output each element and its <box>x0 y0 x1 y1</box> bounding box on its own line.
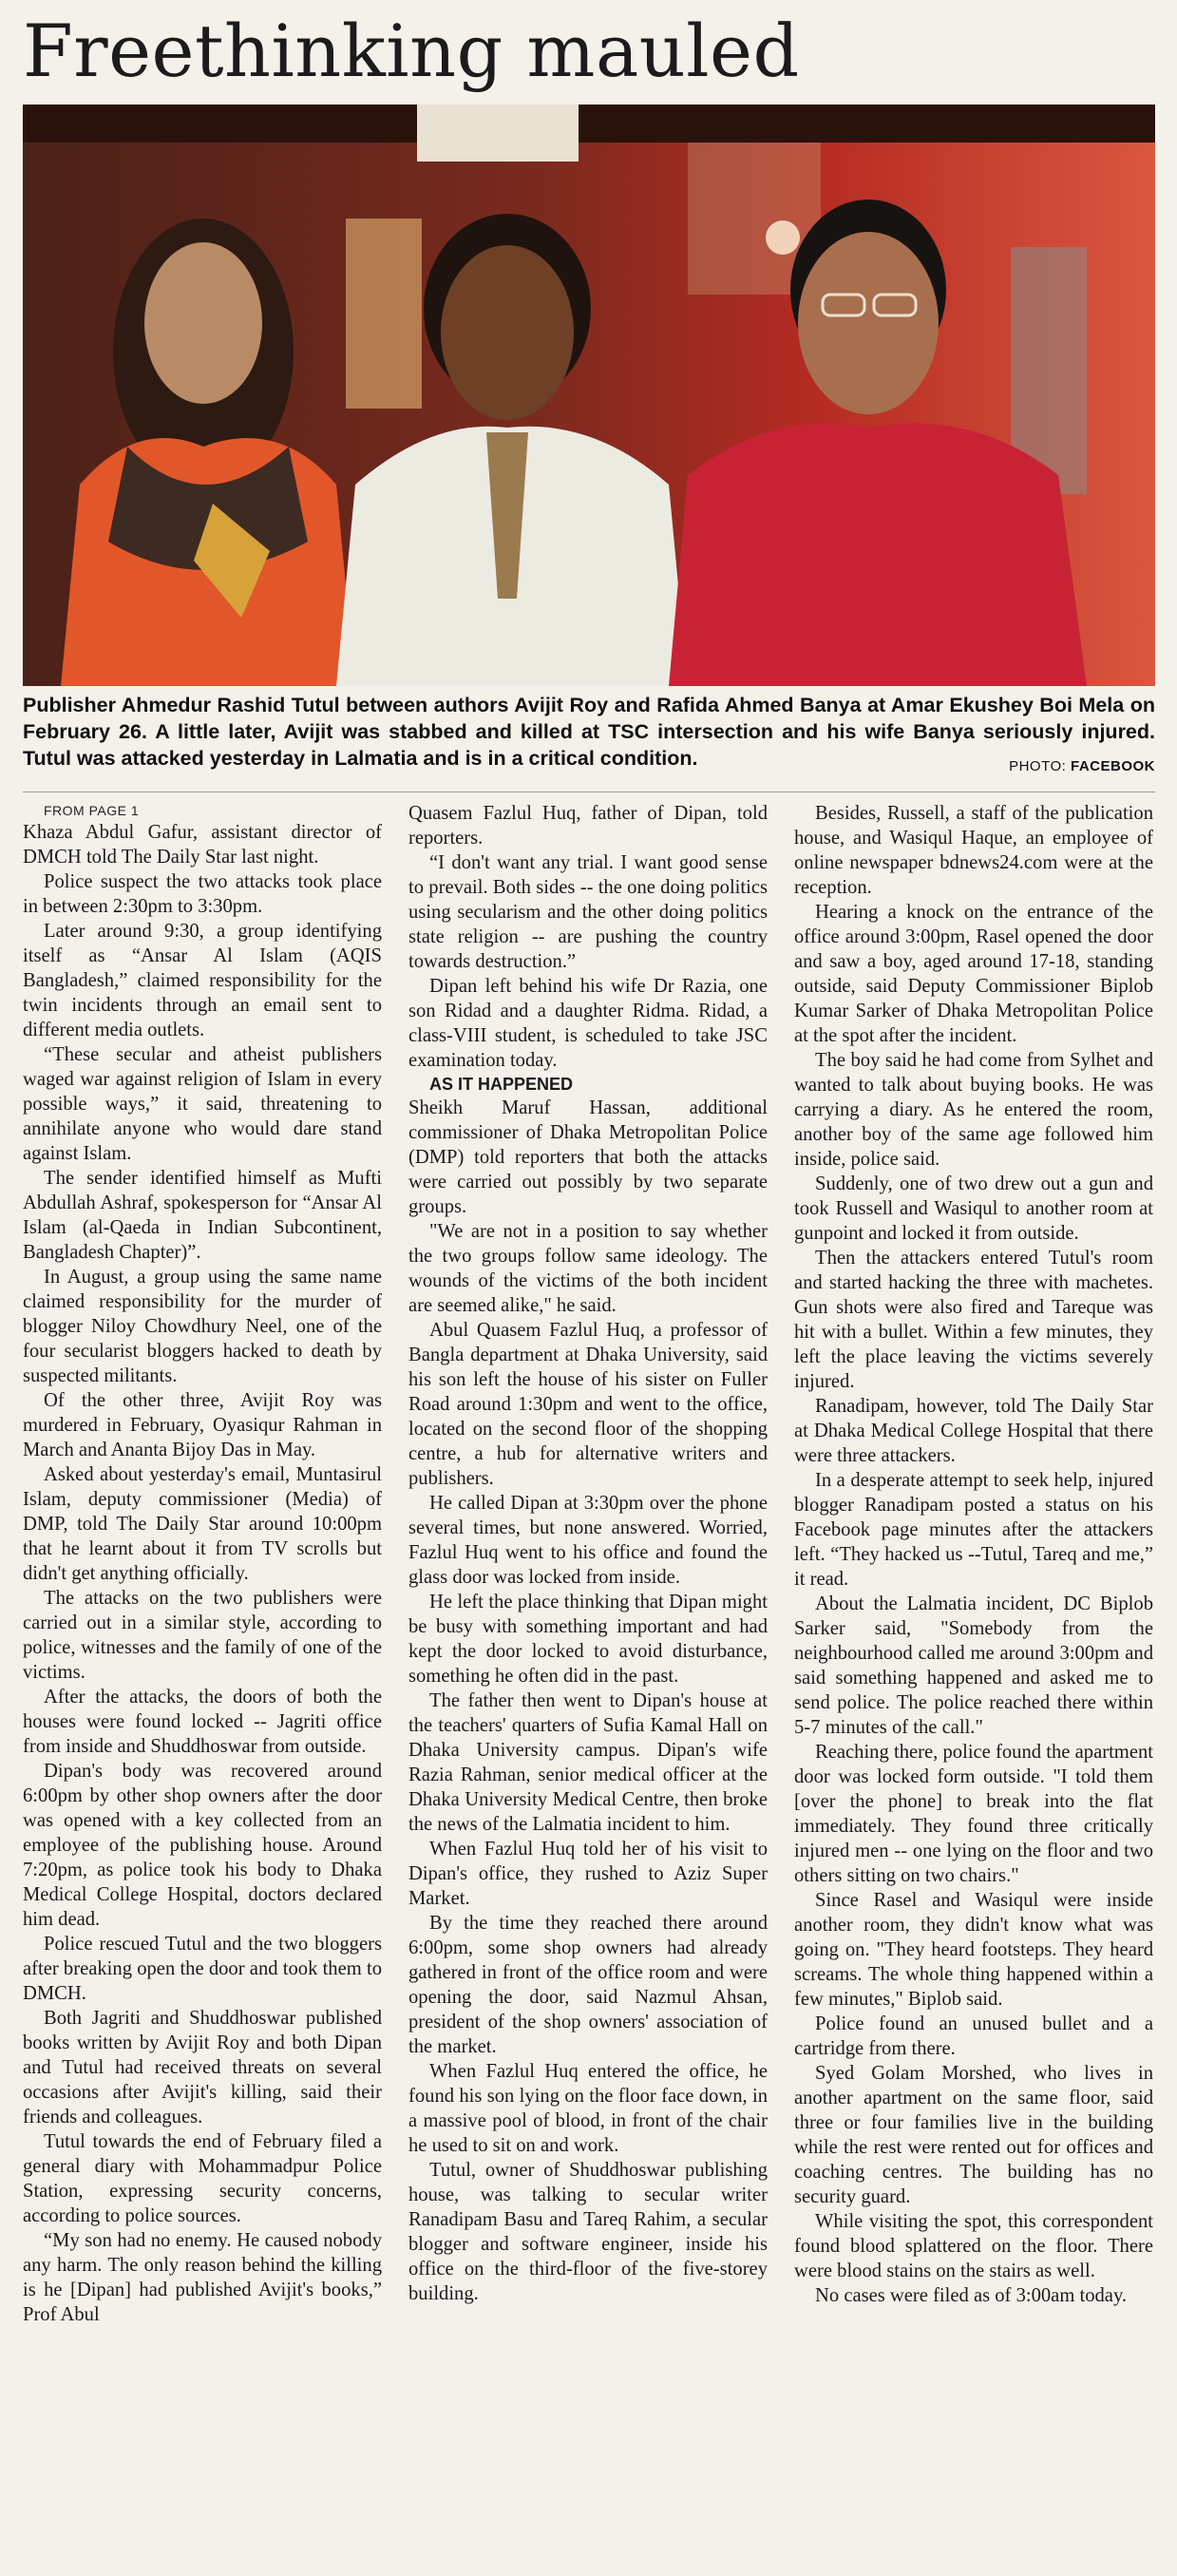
paragraph: In a desperate attempt to seek help, injured blogger Ranadipam posted a status on his Facebook page minutes after the attackers left. “They hacked us --Tutul, Tareq and me,” it read. <box>794 1470 1153 1590</box>
paragraph: He left the place thinking that Dipan might be busy with something important and had kept the door locked to avoid disturbance, something he often did in the past. <box>408 1592 768 1687</box>
article-column-1 <box>23 801 382 2327</box>
photo-credit-label: PHOTO: <box>1009 758 1071 774</box>
paragraph: Khaza Abdul Gafur, assistant director of DMCH told The Daily Star last night. <box>23 822 382 868</box>
photo-caption: Publisher Ahmedur Rashid Tutul between authors Avijit Roy and Rafida Ahmed Banya at Amar Ekushey Boi Mela on February 26. A little later, Avijit was stabbed and killed at TSC intersection and his wife Banya seriously injured. Tutul was attacked yesterday in Lalmatia and is in a critical condition. <box>23 694 1155 770</box>
paragraph: Reaching there, police found the apartment door was locked form outside. "I told them [over the phone] to break into the flat immediately. They found three critically injured men -- one lying on the floor and two others sitting on two chairs." <box>794 1742 1153 1886</box>
paragraph: Later around 9:30, a group identifying itself as “Ansar Al Islam (AQIS Bangladesh,” claimed responsibility for the twin incidents through an email sent to different media outlets. <box>23 921 382 1040</box>
paragraph: Ranadipam, however, told The Daily Star at Dhaka Medical College Hospital that there were three attackers. <box>794 1396 1153 1466</box>
paragraph: Police suspect the two attacks took place in between 2:30pm to 3:30pm. <box>23 871 382 917</box>
paragraph: Besides, Russell, a staff of the publication house, and Wasiqul Haque, an employee of online newspaper bdnews24.com were at the reception. <box>794 803 1153 898</box>
paragraph: Suddenly, one of two drew out a gun and took Russell and Wasiqul to another room at gunpoint and locked it from outside. <box>794 1174 1153 1244</box>
paragraph: Of the other three, Avijit Roy was murdered in February, Oyasiqur Rahman in March and Ananta Bijoy Das in May. <box>23 1390 382 1460</box>
photo-illustration <box>23 105 1155 686</box>
paragraph: Tutul towards the end of February filed a general diary with Mohammadpur Police Station, expressing security concerns, according to police sources. <box>23 2131 382 2226</box>
paragraph: Police found an unused bullet and a cartridge from there. <box>794 2013 1153 2059</box>
paragraph: The attacks on the two publishers were carried out in a similar style, according to police, witnesses and the family of one of the victims. <box>23 1588 382 1683</box>
paragraph: He called Dipan at 3:30pm over the phone several times, but none answered. Worried, Fazlul Huq went to his office and found the glass door was locked from inside. <box>408 1493 768 1588</box>
paragraph: Hearing a knock on the entrance of the office around 3:00pm, Rasel opened the door and saw a boy, aged around 17-18, standing outside, said Deputy Commissioner Biplob Kumar Sarker of Dhaka Metropolitan Police at the spot after the incident. <box>794 902 1153 1046</box>
column-2-body-top <box>408 801 768 1073</box>
column-2-body-bottom <box>408 1096 768 2306</box>
subhead-as-it-happened: AS IT HAPPENED <box>429 1075 574 1094</box>
paragraph: "We are not in a position to say whether the two groups follow same ideology. The wounds of the victims of the both incident are seemed alike," he said. <box>408 1221 768 1316</box>
paragraph: Dipan's body was recovered around 6:00pm by other shop owners after the door was opened with a key collected from an employee of the publishing house. Around 7:20pm, as police took his body to Dhaka Medical College Hospital, doctors declared him dead. <box>23 1761 382 1930</box>
headline: Freethinking mauled <box>23 9 800 93</box>
article-column-2 <box>408 801 768 2306</box>
paragraph: While visiting the spot, this correspondent found blood splattered on the floor. There were blood stains on the stairs as well. <box>794 2211 1153 2281</box>
paragraph: Police rescued Tutul and the two bloggers after breaking open the door and took them to DMCH. <box>23 1934 382 2004</box>
paragraph: Then the attackers entered Tutul's room and started hacking the three with machetes. Gun shots were also fired and Tareque was hit with a bullet. Within a few minutes, they left the place leaving the victims severely injured. <box>794 1248 1153 1392</box>
paragraph: Since Rasel and Wasiqul were inside another room, they didn't know what was going on. "They heard footsteps. They heard screams. The whole thing happened within a few minutes," Biplob said. <box>794 1890 1153 2010</box>
photo-credit <box>1009 754 1155 780</box>
paragraph: The sender identified himself as Mufti Abdullah Ashraf, spokesperson for “Ansar Al Islam (al-Qaeda in Indian Subcontinent, Bangladesh Chapter)”. <box>23 1168 382 1263</box>
paragraph: “I don't want any trial. I want good sense to prevail. Both sides -- the one doing politics using secularism and the other doing politics state religion -- are pushing the country towards destruction.” <box>408 852 768 972</box>
from-page-label: FROM PAGE 1 <box>44 803 140 818</box>
paragraph: Both Jagriti and Shuddhoswar published books written by Avijit Roy and both Dipan and Tutul had received threats on several occasions after Avijit's killing, said their friends and colleagues. <box>23 2008 382 2128</box>
paragraph: The boy said he had come from Sylhet and wanted to talk about buying books. He was carrying a diary. As he entered the room, another boy of the same age followed him inside, police said. <box>794 1050 1153 1170</box>
paragraph: About the Lalmatia incident, DC Biplob Sarker said, "Somebody from the neighbourhood called me around 3:00pm and said something happened and asked me to send police. The police reached there within 5-7 minutes of the call." <box>794 1593 1153 1738</box>
paragraph: In August, a group using the same name claimed responsibility for the murder of blogger Niloy Chowdhury Neel, one of the four secularist bloggers hacked to death by suspected militants. <box>23 1267 382 1386</box>
paragraph: By the time they reached there around 6:00pm, some shop owners had already gathered in front of the office room and were opening the door, said Nazmul Ahsan, president of the shop owners' association of the market. <box>408 1913 768 2057</box>
paragraph: Tutul, owner of Shuddhoswar publishing house, was talking to secular writer Ranadipam Basu and Tareq Rahim, a secular blogger and software engineer, inside his office on the third-floor of the five-storey building. <box>408 2160 768 2304</box>
paragraph: When Fazlul Huq entered the office, he found his son lying on the floor face down, in a massive pool of blood, in front of the chair he used to sit on and work. <box>408 2061 768 2156</box>
paragraph: “My son had no enemy. He caused nobody any harm. The only reason behind the killing is he [Dipan] had published Avijit's books,” Prof Abul <box>23 2230 382 2325</box>
paragraph: After the attacks, the doors of both the houses were found locked -- Jagriti office from inside and Shuddhoswar from outside. <box>23 1687 382 1757</box>
paragraph: Dipan left behind his wife Dr Razia, one son Ridad and a daughter Ridma. Ridad, a class-VIII student, is scheduled to take JSC examination today. <box>408 976 768 1071</box>
paragraph: No cases were filed as of 3:00am today. <box>815 2285 1128 2306</box>
photo-credit-source: FACEBOOK <box>1070 758 1155 774</box>
news-photo <box>23 105 1155 686</box>
column-1-body <box>23 820 382 2327</box>
paragraph: The father then went to Dipan's house at the teachers' quarters of Sufia Kamal Hall on Dhaka University campus. Dipan's wife Razia Rahman, senior medical officer at the Dhaka University Medical Centre, then broke the news of the Lalmatia incident to him. <box>408 1690 768 1835</box>
paragraph: Asked about yesterday's email, Muntasirul Islam, deputy commissioner (Media) of DMP, told The Daily Star around 10:00pm that he learnt about it from TV scrolls but didn't get anything officially. <box>23 1464 382 1584</box>
paragraph: Abul Quasem Fazlul Huq, a professor of Bangla department at Dhaka University, said his son left the house of his sister on Fuller Road around 1:30pm and went to the office, located on the second floor of the shopping centre, a hub for alternative writers and publishers. <box>408 1320 768 1489</box>
paragraph: Sheikh Maruf Hassan, additional commissioner of Dhaka Metropolitan Police (DMP) told reporters that both the attacks were carried out possibly by two separate groups. <box>408 1097 768 1217</box>
paragraph: When Fazlul Huq told her of his visit to Dipan's office, they rushed to Aziz Super Market. <box>408 1839 768 1909</box>
paragraph: Quasem Fazlul Huq, father of Dipan, told reporters. <box>408 803 768 849</box>
paragraph: “These secular and atheist publishers waged war against religion of Islam in every possible ways,” it said, threatening to annihilate anyone who would dare stand against Islam. <box>23 1044 382 1164</box>
article-column-3 <box>794 801 1153 2308</box>
column-3-body <box>794 801 1153 2308</box>
paragraph: Syed Golam Morshed, who lives in another apartment on the same floor, said three or four families live in the building while the rest were rented out for offices and coaching centres. The building has no security guard. <box>794 2063 1153 2207</box>
